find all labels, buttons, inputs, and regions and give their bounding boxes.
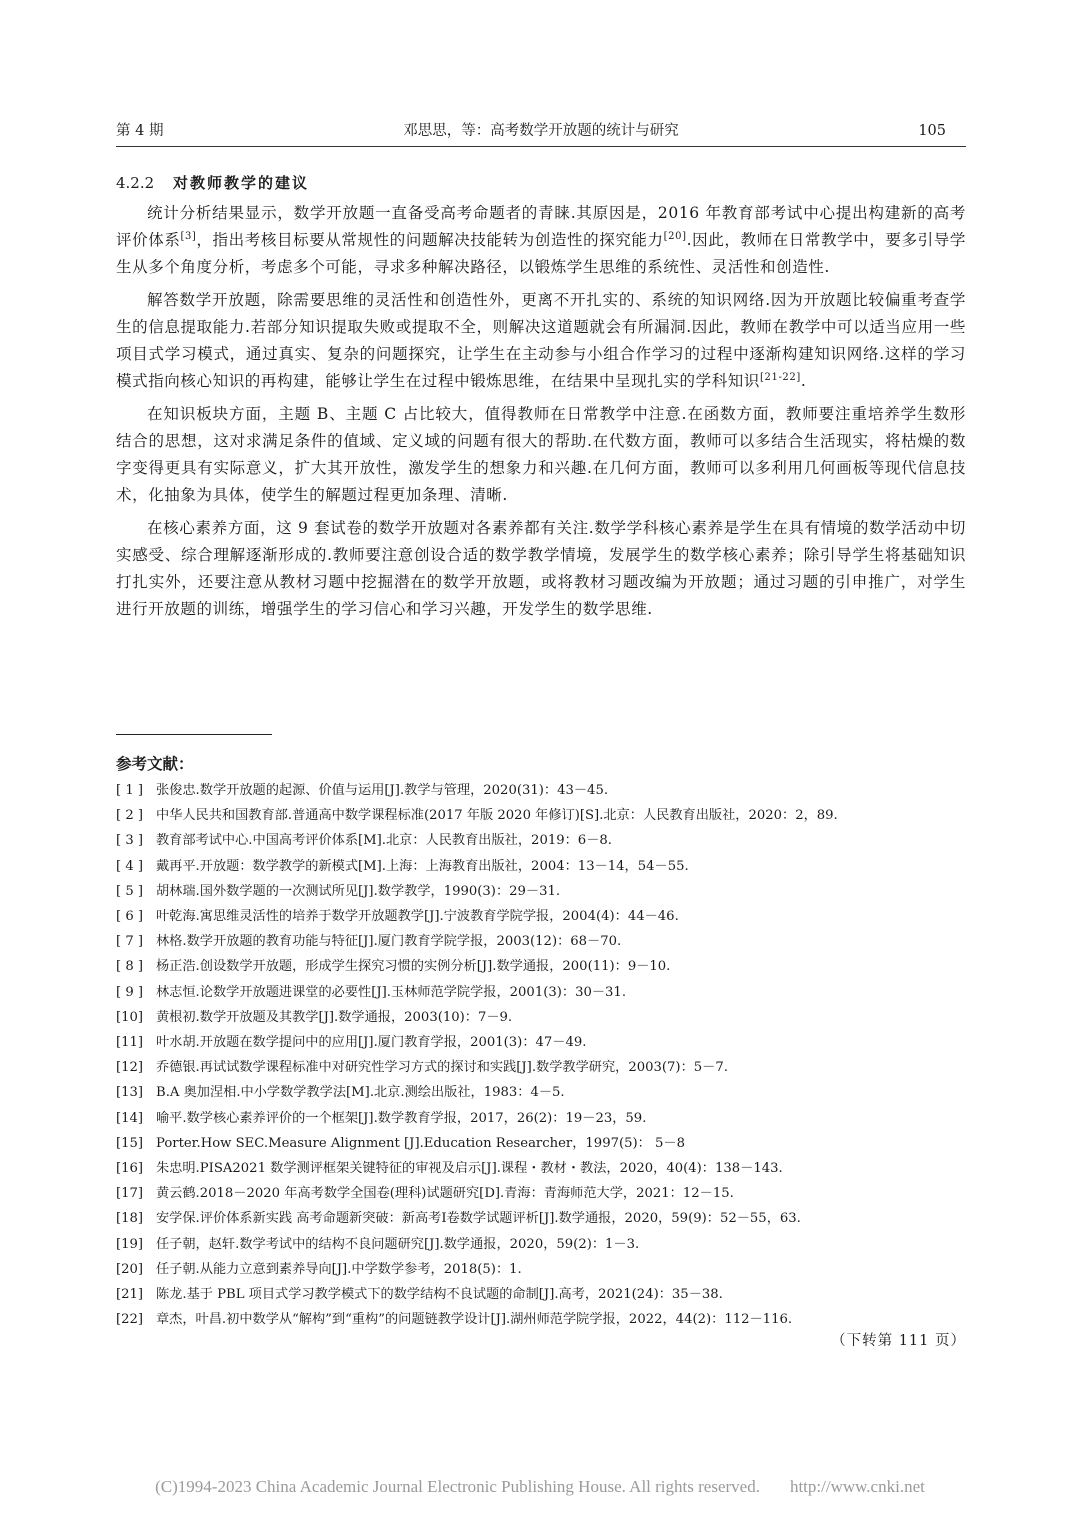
reference-number: [ 9 ] bbox=[116, 984, 144, 1000]
copyright-text: (C)1994-2023 China Academic Journal Electronic Publishing House. All rights reserved. bbox=[155, 1477, 760, 1496]
body-paragraph bbox=[116, 515, 966, 623]
citation-marker[interactable]: [3] bbox=[180, 230, 197, 242]
reference-text: 陈龙.基于 PBL 项目式学习教学模式下的数学结构不良试题的命制[J].高考，2021(24)：35－38. bbox=[156, 1287, 723, 1303]
reference-item bbox=[116, 803, 966, 828]
reference-number: [ 3 ] bbox=[116, 833, 144, 849]
reference-item bbox=[116, 879, 966, 904]
reference-item bbox=[116, 1232, 966, 1257]
reference-text: 叶乾海.寓思维灵活性的培养于数学开放题教学[J].宁波教育学院学报，2004(4)：44－46. bbox=[156, 909, 679, 925]
reference-item bbox=[116, 1206, 966, 1231]
paragraph-text: .因此，教师在日常教学中，要多引导学生从多个角度分析，考虑多个可能，寻求多种解决路径，以锻炼学生思维的系统性、灵活性和创造性. bbox=[116, 231, 967, 276]
reference-text: 任子朝.从能力立意到素养导向[J].中学数学参考，2018(5)：1. bbox=[156, 1261, 522, 1277]
reference-number: [20] bbox=[116, 1261, 144, 1277]
reference-item bbox=[116, 1055, 966, 1080]
paragraph-text: 解答数学开放题，除需要思维的灵活性和创造性外，更离不开扎实的、系统的知识网络.因为开放题比较偏重考查学生的信息提取能力.若部分知识提取失败或提取不全，则解决这道题就会有所漏洞.因此，教师在教学中可以适当应用一些项目式学习模式，通过真实、复杂的问题探究，让学生在主动参与小组合作学习的过程中逐渐构建知识网络.这样的学习模式指向核心知识的再构建，能够让学生在过程中锻炼思维，在结果中呈现扎实的学科知识 bbox=[116, 291, 966, 390]
reference-number: [10] bbox=[116, 1009, 144, 1025]
paragraph-text: . bbox=[800, 372, 807, 390]
running-title: 邓思思，等：高考数学开放题的统计与研究 bbox=[403, 123, 679, 139]
reference-item bbox=[116, 1131, 966, 1156]
body-text bbox=[116, 170, 966, 629]
body-paragraph bbox=[116, 287, 966, 395]
body-paragraph bbox=[116, 200, 966, 281]
reference-text: 张俊忠.数学开放题的起源、价值与运用[J].教学与管理，2020(31)：43－45. bbox=[156, 783, 609, 798]
reference-item bbox=[116, 1005, 966, 1030]
paragraph-text: 在核心素养方面，这 9 套试卷的数学开放题对各素养都有关注.数学学科核心素养是学生在具有情境的数学活动中切实感受、综合理解逐渐形成的.教师要注意创设合适的数学教学情境，发展学生的数学核心素养；除引导学生将基础知识打扎实外，还要注意从教材习题中挖掘潜在的数学开放题，或将教材习题改编为开放题；通过习题的引申推广，对学生进行开放题的训练，增强学生的学习信心和学习兴趣，开发学生的数学思维. bbox=[116, 519, 966, 618]
reference-number: [ 6 ] bbox=[116, 909, 144, 925]
section-title: 对教师教学的建议 bbox=[172, 174, 309, 192]
reference-item bbox=[116, 778, 966, 803]
reference-text: 任子朝，赵轩.数学考试中的结构不良问题研究[J].数学通报，2020，59(2)：1－3. bbox=[156, 1236, 640, 1252]
reference-text: 胡林瑞.国外数学题的一次测试所见[J].数学教学，1990(3)：29－31. bbox=[156, 883, 561, 899]
reference-number: [22] bbox=[116, 1312, 144, 1328]
issue-label: 第 4 期 bbox=[116, 123, 164, 139]
reference-number: [18] bbox=[116, 1211, 144, 1227]
references-rule bbox=[116, 734, 272, 735]
reference-item bbox=[116, 1030, 966, 1055]
continued-note: （下转第 111 页） bbox=[831, 1333, 966, 1349]
reference-number: [ 2 ] bbox=[116, 808, 144, 824]
reference-number: [14] bbox=[116, 1110, 144, 1126]
reference-item bbox=[116, 980, 966, 1005]
paragraphs bbox=[116, 200, 966, 623]
reference-text: 林志恒.论数学开放题进课堂的必要性[J].玉林师范学院学报，2001(3)：30－31. bbox=[156, 984, 627, 1000]
reference-text: 朱忠明.PISA2021 数学测评框架关键特征的审视及启示[J].课程・教材・教法，2020，40(4)：138－143. bbox=[156, 1161, 783, 1177]
references-title: 参考文献： bbox=[116, 755, 194, 773]
reference-number: [16] bbox=[116, 1161, 144, 1177]
reference-text: 林格.数学开放题的教育功能与特征[J].厦门教育学院学报，2003(12)：68－70. bbox=[156, 934, 622, 950]
reference-number: [21] bbox=[116, 1287, 144, 1303]
reference-number: [ 8 ] bbox=[116, 959, 144, 975]
reference-text: 杨正浩.创设数学开放题，形成学生探究习惯的实例分析[J].数学通报，200(11)：9－10. bbox=[156, 959, 671, 975]
citation-marker[interactable]: [20] bbox=[663, 230, 687, 242]
reference-text: 黄根初.数学开放题及其教学[J].数学通报，2003(10)：7－9. bbox=[156, 1009, 513, 1025]
section-number: 4.2.2 bbox=[116, 174, 155, 192]
reference-text: 乔德银.再试试数学课程标准中对研究性学习方式的探讨和实践[J].数学教学研究，2003(7)：5－7. bbox=[156, 1060, 728, 1076]
reference-number: [19] bbox=[116, 1236, 144, 1252]
reference-text: 安学保.评价体系新实践 高考命题新突破：新高考Ⅰ卷数学试题评析[J].数学通报，2020，59(9)：52－55，63. bbox=[156, 1211, 801, 1227]
reference-number: [12] bbox=[116, 1060, 144, 1076]
reference-item bbox=[116, 854, 966, 879]
reference-text: 中华人民共和国教育部.普通高中数学课程标准(2017 年版 2020 年修订)[S].北京：人民教育出版社，2020：2，89. bbox=[156, 808, 838, 824]
header-rule bbox=[116, 146, 966, 147]
reference-number: [ 5 ] bbox=[116, 883, 144, 899]
reference-item bbox=[116, 1156, 966, 1181]
reference-text: 叶水胡.开放题在数学提问中的应用[J].厦门教育学报，2001(3)：47－49. bbox=[156, 1035, 587, 1051]
reference-number: [15] bbox=[116, 1135, 144, 1151]
reference-text: Porter.How SEC.Measure Alignment [J].Education Researcher，1997(5)： 5－8 bbox=[156, 1135, 685, 1151]
reference-text: 黄云鹤.2018－2020 年高考数学全国卷(理科)试题研究[D].青海：青海师范大学，2021：12－15. bbox=[156, 1186, 734, 1202]
reference-number: [ 1 ] bbox=[116, 783, 144, 798]
page-number: 105 bbox=[918, 123, 946, 139]
reference-item bbox=[116, 1257, 966, 1282]
references bbox=[116, 752, 966, 1332]
paragraph-text: 统计分析结果显示，数学开放题一直备受高考命题者的青睐.其原因是，2016 年教育部考试中心提出构建新的高考评价体系 bbox=[116, 204, 966, 249]
running-header bbox=[116, 120, 966, 142]
reference-number: [17] bbox=[116, 1186, 144, 1202]
reference-item bbox=[116, 1181, 966, 1206]
reference-item bbox=[116, 1106, 966, 1131]
reference-item bbox=[116, 828, 966, 853]
reference-item bbox=[116, 929, 966, 954]
paragraph-text: 在知识板块方面，主题 B、主题 C 占比较大，值得教师在日常教学中注意.在函数方面，教师要注重培养学生数形结合的思想，这对求满足条件的值域、定义域的问题有很大的帮助.在代数方面，教师可以多结合生活现实，将枯燥的数字变得更具有实际意义，扩大其开放性，激发学生的想象力和兴趣.在几何方面，教师可以多利用几何画板等现代信息技术，化抽象为具体，使学生的解题过程更加条理、清晰. bbox=[116, 405, 966, 504]
reference-item bbox=[116, 1080, 966, 1105]
section-heading bbox=[116, 170, 966, 196]
reference-item bbox=[116, 954, 966, 979]
reference-text: 喻平.数学核心素养评价的一个框架[J].数学教育学报，2017，26(2)：19－23，59. bbox=[156, 1110, 647, 1126]
citation-marker[interactable]: [21-22] bbox=[760, 371, 801, 383]
paragraph-text: ，指出考核目标要从常规性的问题解决技能转为创造性的探究能力 bbox=[196, 231, 664, 249]
reference-text: B.A 奥加涅相.中小学数学教学法[M].北京.测绘出版社，1983：4－5. bbox=[156, 1085, 565, 1101]
reference-number: [ 7 ] bbox=[116, 934, 144, 950]
reference-number: [11] bbox=[116, 1035, 144, 1051]
reference-text: 章杰，叶昌.初中数学从“解构”到“重构”的问题链教学设计[J].湖州师范学院学报，2022，44(2)：112－116. bbox=[156, 1312, 793, 1328]
reference-number: [13] bbox=[116, 1085, 144, 1101]
reference-text: 教育部考试中心.中国高考评价体系[M].北京：人民教育出版社，2019：6－8. bbox=[156, 833, 612, 849]
reference-text: 戴再平.开放题：数学教学的新模式[M].上海：上海教育出版社，2004：13－14，54－55. bbox=[156, 858, 689, 874]
reference-item bbox=[116, 1282, 966, 1307]
footer-url[interactable]: http://www.cnki.net bbox=[789, 1477, 925, 1496]
copyright-footer bbox=[0, 1476, 1080, 1498]
body-paragraph bbox=[116, 401, 966, 509]
reference-list bbox=[116, 778, 966, 1332]
reference-item bbox=[116, 904, 966, 929]
reference-number: [ 4 ] bbox=[116, 858, 144, 874]
